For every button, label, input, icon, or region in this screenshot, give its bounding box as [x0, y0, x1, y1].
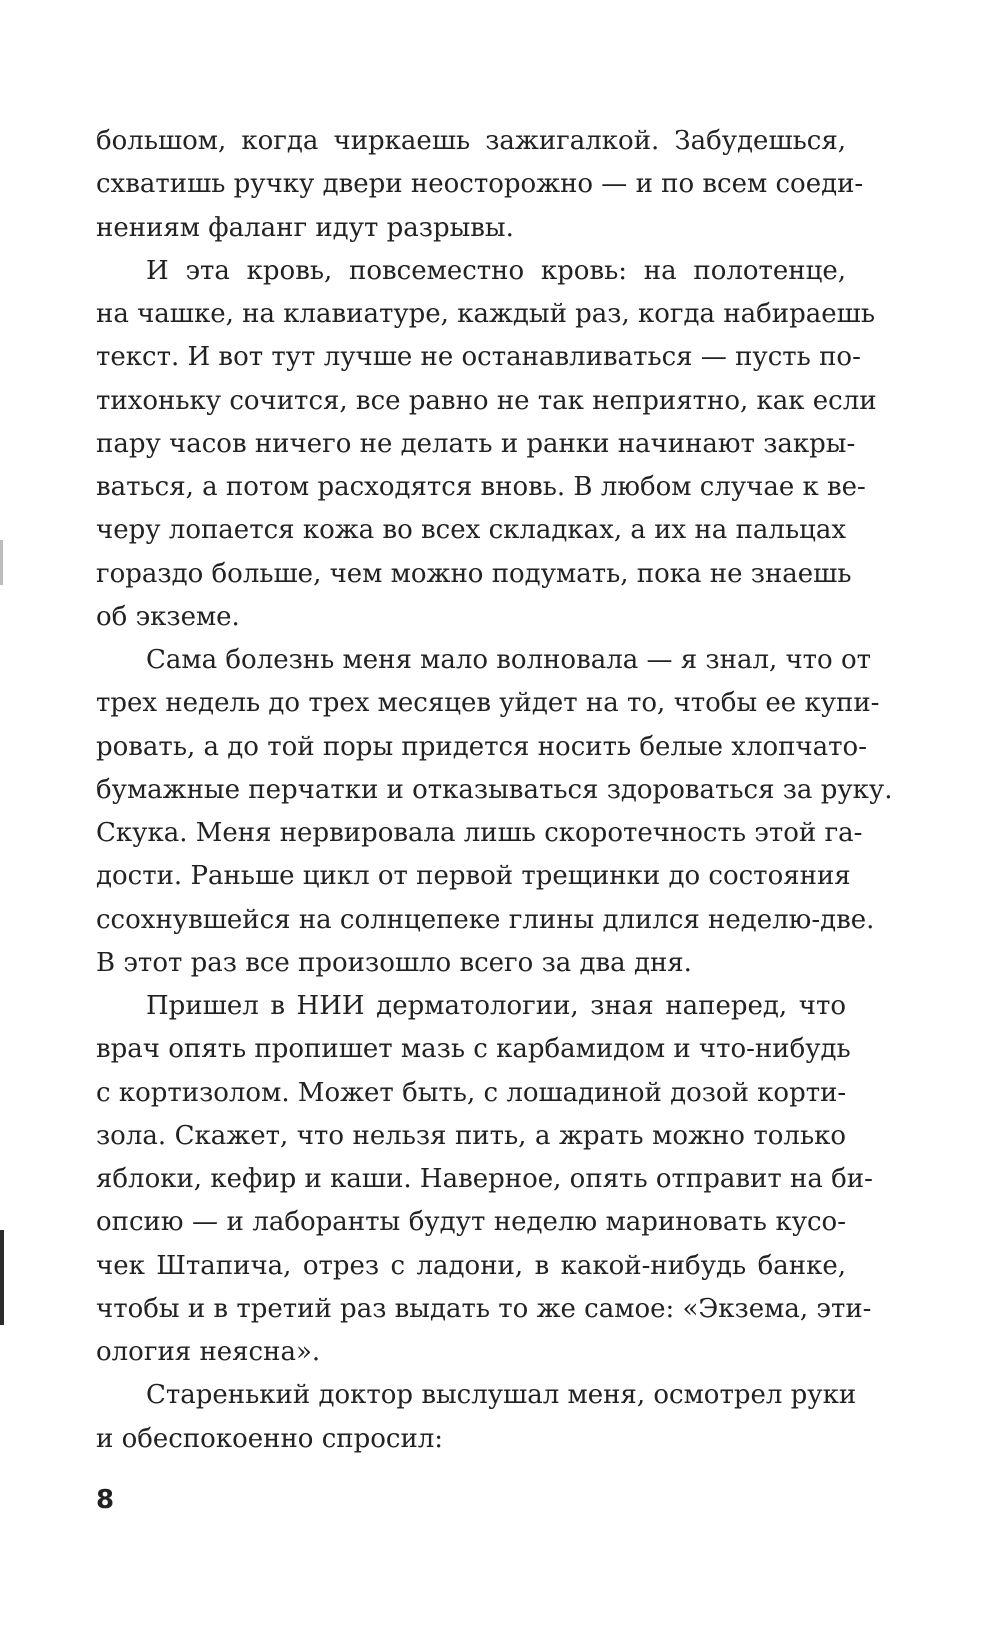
paragraph-first-line: Сама болезнь меня мало волновала — я знал, что от — [146, 645, 872, 675]
text-line: нениям фаланг идут разрывы. — [96, 212, 514, 243]
text-line: тихоньку сочится, все равно не так неприятно, как если — [96, 385, 877, 416]
text-line: ровать, а до той поры придется носить белые хлопчато- — [96, 731, 867, 762]
text-line: бумажные перчатки и отказываться здороваться за руку. — [96, 774, 893, 805]
text-line: чек Штапича, отрез с ладони, в какой-нибудь банке, — [96, 1250, 846, 1281]
text-line: зола. Скажет, что нельзя пить, а жрать можно только — [96, 1120, 846, 1151]
text-line: врач опять пропишет мазь с карбамидом и что-нибудь — [96, 1034, 851, 1065]
text-line: ваться, а потом расходятся вновь. В любом случае к ве- — [96, 472, 866, 502]
text-line: ссохнувшейся на солнцепеке глины длился неделю-две. — [96, 904, 875, 935]
text-line: большом, когда чиркаешь зажигалкой. Забудешься, — [96, 126, 846, 156]
text-line: чтобы и в третий раз выдать то же самое: «Экзема, эти- — [96, 1293, 872, 1324]
text-line: ология неясна». — [96, 1337, 321, 1367]
body-text — [96, 120, 893, 1461]
paragraph-first-line: Старенький доктор выслушал меня, осмотрел руки — [146, 1380, 857, 1411]
paragraph-first-line: И эта кровь, повсеместно кровь: на полотенце, — [146, 255, 846, 286]
page-edge-shadow — [0, 540, 3, 585]
text-line: Скука. Меня нервировала лишь скоротечность этой га- — [96, 818, 863, 848]
text-line: пару часов ничего не делать и ранки начинают закры- — [96, 428, 856, 459]
text-line: и обеспокоенно спросил: — [96, 1423, 444, 1454]
text-line: с кортизолом. Может быть, с лошадиной дозой корти- — [96, 1077, 847, 1108]
text-line: текст. И вот тут лучше не останавливаться — пусть по- — [96, 342, 861, 373]
paragraph-first-line: Пришел в НИИ дерматологии, зная наперед, что — [146, 991, 846, 1021]
text-line: гораздо больше, чем можно подумать, пока не знаешь — [96, 558, 852, 589]
page-number: 8 — [96, 1485, 115, 1515]
text-line: схватишь ручку двери неосторожно — и по всем соеди- — [96, 169, 864, 200]
text-line: опсию — и лаборанты будут неделю мариновать кусо- — [96, 1207, 846, 1238]
page-edge-mark — [0, 1230, 4, 1325]
text-line: дости. Раньше цикл от первой трещинки до состояния — [96, 861, 851, 892]
text-line: черу лопается кожа во всех складках, а их на пальцах — [96, 515, 846, 546]
text-line: яблоки, кефир и каши. Наверное, опять отправит на би- — [96, 1164, 873, 1194]
text-line: об экземе. — [96, 601, 240, 632]
text-line: трех недель до трех месяцев уйдет на то, чтобы ее купи- — [96, 688, 880, 719]
text-line: на чашке, на клавиатуре, каждый раз, когда набираешь — [96, 299, 875, 329]
text-line: В этот раз все произошло всего за два дня. — [96, 947, 692, 978]
